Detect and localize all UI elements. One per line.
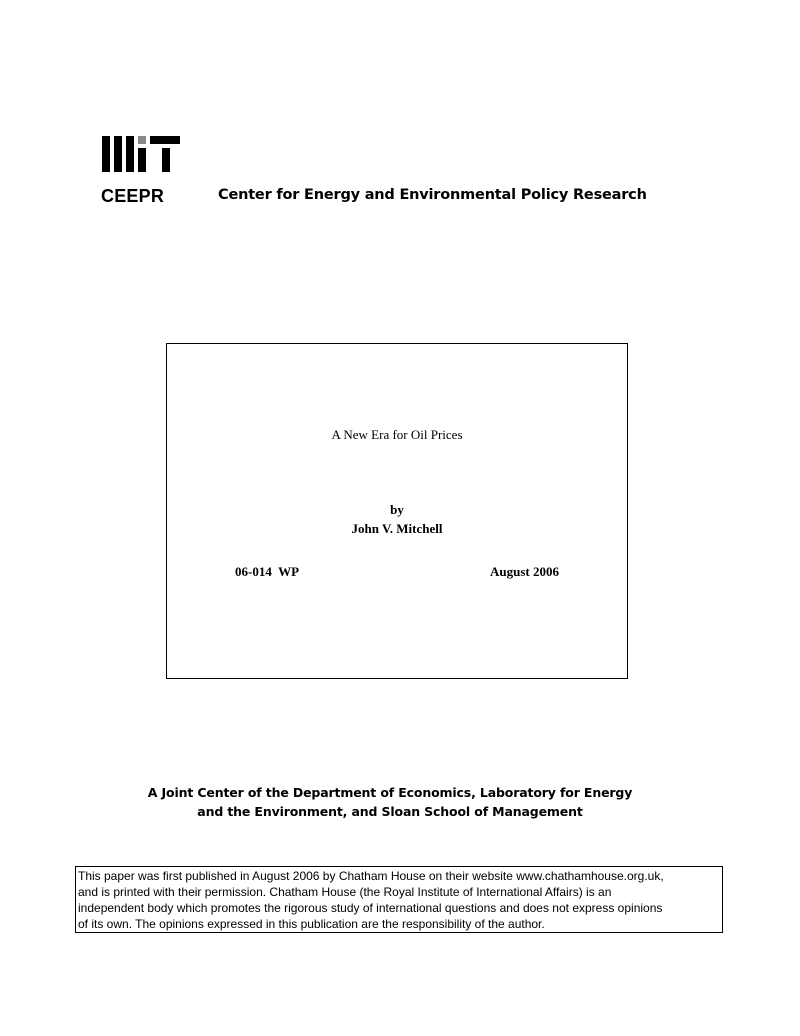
notice-line: and is printed with their permission. Chatham House (the Royal Institute of International Affairs) is an: [78, 885, 612, 899]
notice-line: This paper was first published in August 2006 by Chatham House on their website www.chathamhouse.org.uk,: [78, 869, 664, 883]
publication-notice: [75, 866, 723, 933]
notice-line: independent body which promotes the rigorous study of international questions and does not express opinions: [78, 901, 663, 915]
joint-center-line: and the Environment, and Sloan School of Management: [197, 804, 583, 819]
paper-title: A New Era for Oil Prices: [331, 427, 463, 442]
organization-acronym: CEEPR: [101, 186, 165, 206]
notice-line: of its own. The opinions expressed in this publication are the responsibility of the author.: [78, 917, 545, 931]
joint-center-line: A Joint Center of the Department of Economics, Laboratory for Energy: [147, 785, 633, 800]
title-box: [166, 343, 628, 679]
mit-logo-icon: [102, 136, 182, 186]
paper-date: August 2006: [490, 564, 559, 579]
center-name: Center for Energy and Environmental Policy Research: [218, 187, 647, 203]
byline-label: by: [390, 502, 404, 517]
joint-center-statement: [0, 783, 780, 821]
working-paper-number: 06-014 WP: [235, 564, 300, 579]
author-name: John V. Mitchell: [351, 521, 443, 536]
